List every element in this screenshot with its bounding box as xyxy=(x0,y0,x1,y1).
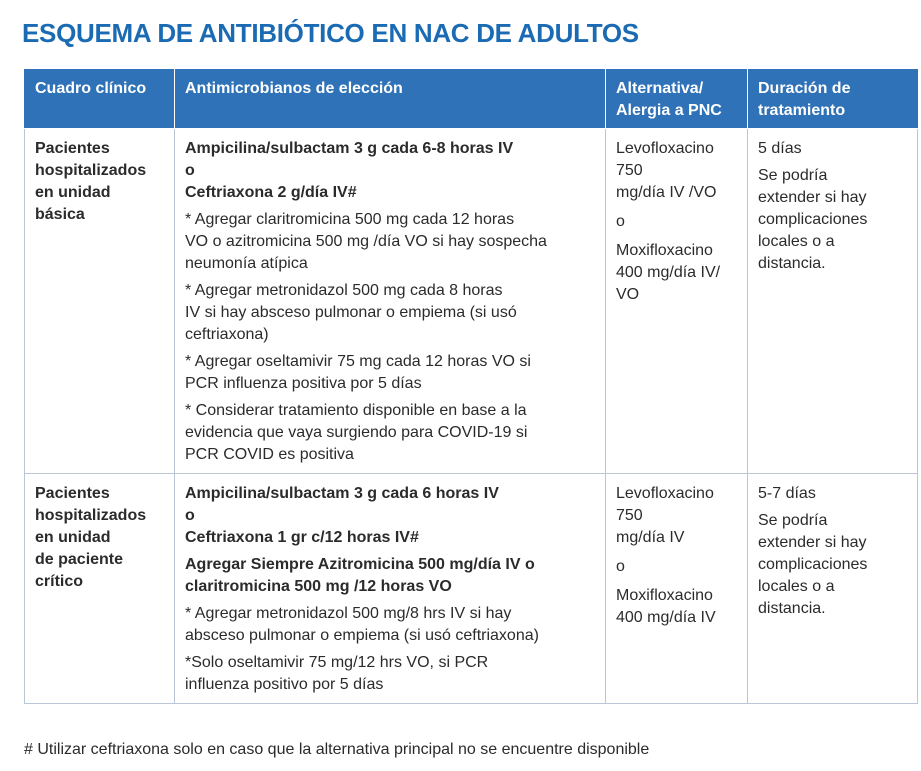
table-header-row xyxy=(25,70,918,129)
table-row xyxy=(25,474,918,704)
row-1-duration xyxy=(748,129,918,474)
header-antimicrobials: Antimicrobianos de elección xyxy=(175,70,606,129)
duration-value: 5 días xyxy=(758,140,802,157)
header-clinical: Cuadro clínico xyxy=(25,70,175,129)
antibiotic-scheme-table xyxy=(24,69,918,704)
alt-regimen-2: Moxifloxacino 400 mg/día IV xyxy=(616,587,716,626)
note: * Agregar claritromicina 500 mg cada 12 horas VO o azitromicina 500 mg /día VO si hay sospecha neumonía atípica xyxy=(185,211,547,272)
main-regimen: Ampicilina/sulbactam 3 g cada 6-8 horas IV xyxy=(185,140,514,157)
clinical-label: Pacientes hospitalizados en unidad básica xyxy=(35,140,147,223)
alt-or: o xyxy=(616,558,625,575)
note: * Agregar metronidazol 500 mg/8 hrs IV si hay absceso pulmonar o empiema (si usó ceftriaxona) xyxy=(185,605,539,644)
row-2-alternative xyxy=(606,474,748,704)
alt-regimen: Levofloxacino 750 mg/día IV xyxy=(616,485,714,546)
row-1-alternative xyxy=(606,129,748,474)
main-regimen-add: Agregar Siempre Azitromicina 500 mg/día IV o claritromicina 500 mg /12 horas VO xyxy=(185,556,535,595)
note: * Agregar metronidazol 500 mg cada 8 horas IV si hay absceso pulmonar o empiema (si usó ceftriaxona) xyxy=(185,282,517,343)
duration-value: 5-7 días xyxy=(758,485,816,502)
page-title: ESQUEMA DE ANTIBIÓTICO EN NAC DE ADULTOS xyxy=(22,18,639,48)
table-row xyxy=(25,129,918,474)
alt-regimen-2: Moxifloxacino 400 mg/día IV/ VO xyxy=(616,242,721,303)
main-or: o xyxy=(185,507,195,524)
main-regimen-alt: Ceftriaxona 2 g/día IV# xyxy=(185,184,357,201)
row-2-duration xyxy=(748,474,918,704)
header-alternative: Alternativa/ Alergia a PNC xyxy=(606,70,748,129)
row-1-antimicrobials xyxy=(175,129,606,474)
row-2-clinical xyxy=(25,474,175,704)
duration-note: Se podría extender si hay complicaciones locales o a distancia. xyxy=(758,512,868,617)
main-regimen: Ampicilina/sulbactam 3 g cada 6 horas IV xyxy=(185,485,499,502)
main-regimen-alt: Ceftriaxona 1 gr c/12 horas IV# xyxy=(185,529,419,546)
note: *Solo oseltamivir 75 mg/12 hrs VO, si PCR influenza positivo por 5 días xyxy=(185,654,489,693)
row-1-clinical xyxy=(25,129,175,474)
main-or: o xyxy=(185,162,195,179)
note: * Considerar tratamiento disponible en base a la evidencia que vaya surgiendo para COVID-19 si PCR COVID es positiva xyxy=(185,402,528,463)
alt-regimen: Levofloxacino 750 mg/día IV /VO xyxy=(616,140,717,201)
clinical-label: Pacientes hospitalizados en unidad de paciente crítico xyxy=(35,485,147,590)
note: * Agregar oseltamivir 75 mg cada 12 horas VO si PCR influenza positiva por 5 días xyxy=(185,353,531,392)
header-duration: Duración de tratamiento xyxy=(748,70,918,129)
alt-or: o xyxy=(616,213,625,230)
duration-note: Se podría extender si hay complicaciones locales o a distancia. xyxy=(758,167,868,272)
row-2-antimicrobials xyxy=(175,474,606,704)
footnote: # Utilizar ceftriaxona solo en caso que la alternativa principal no se encuentre disponible xyxy=(24,741,650,758)
